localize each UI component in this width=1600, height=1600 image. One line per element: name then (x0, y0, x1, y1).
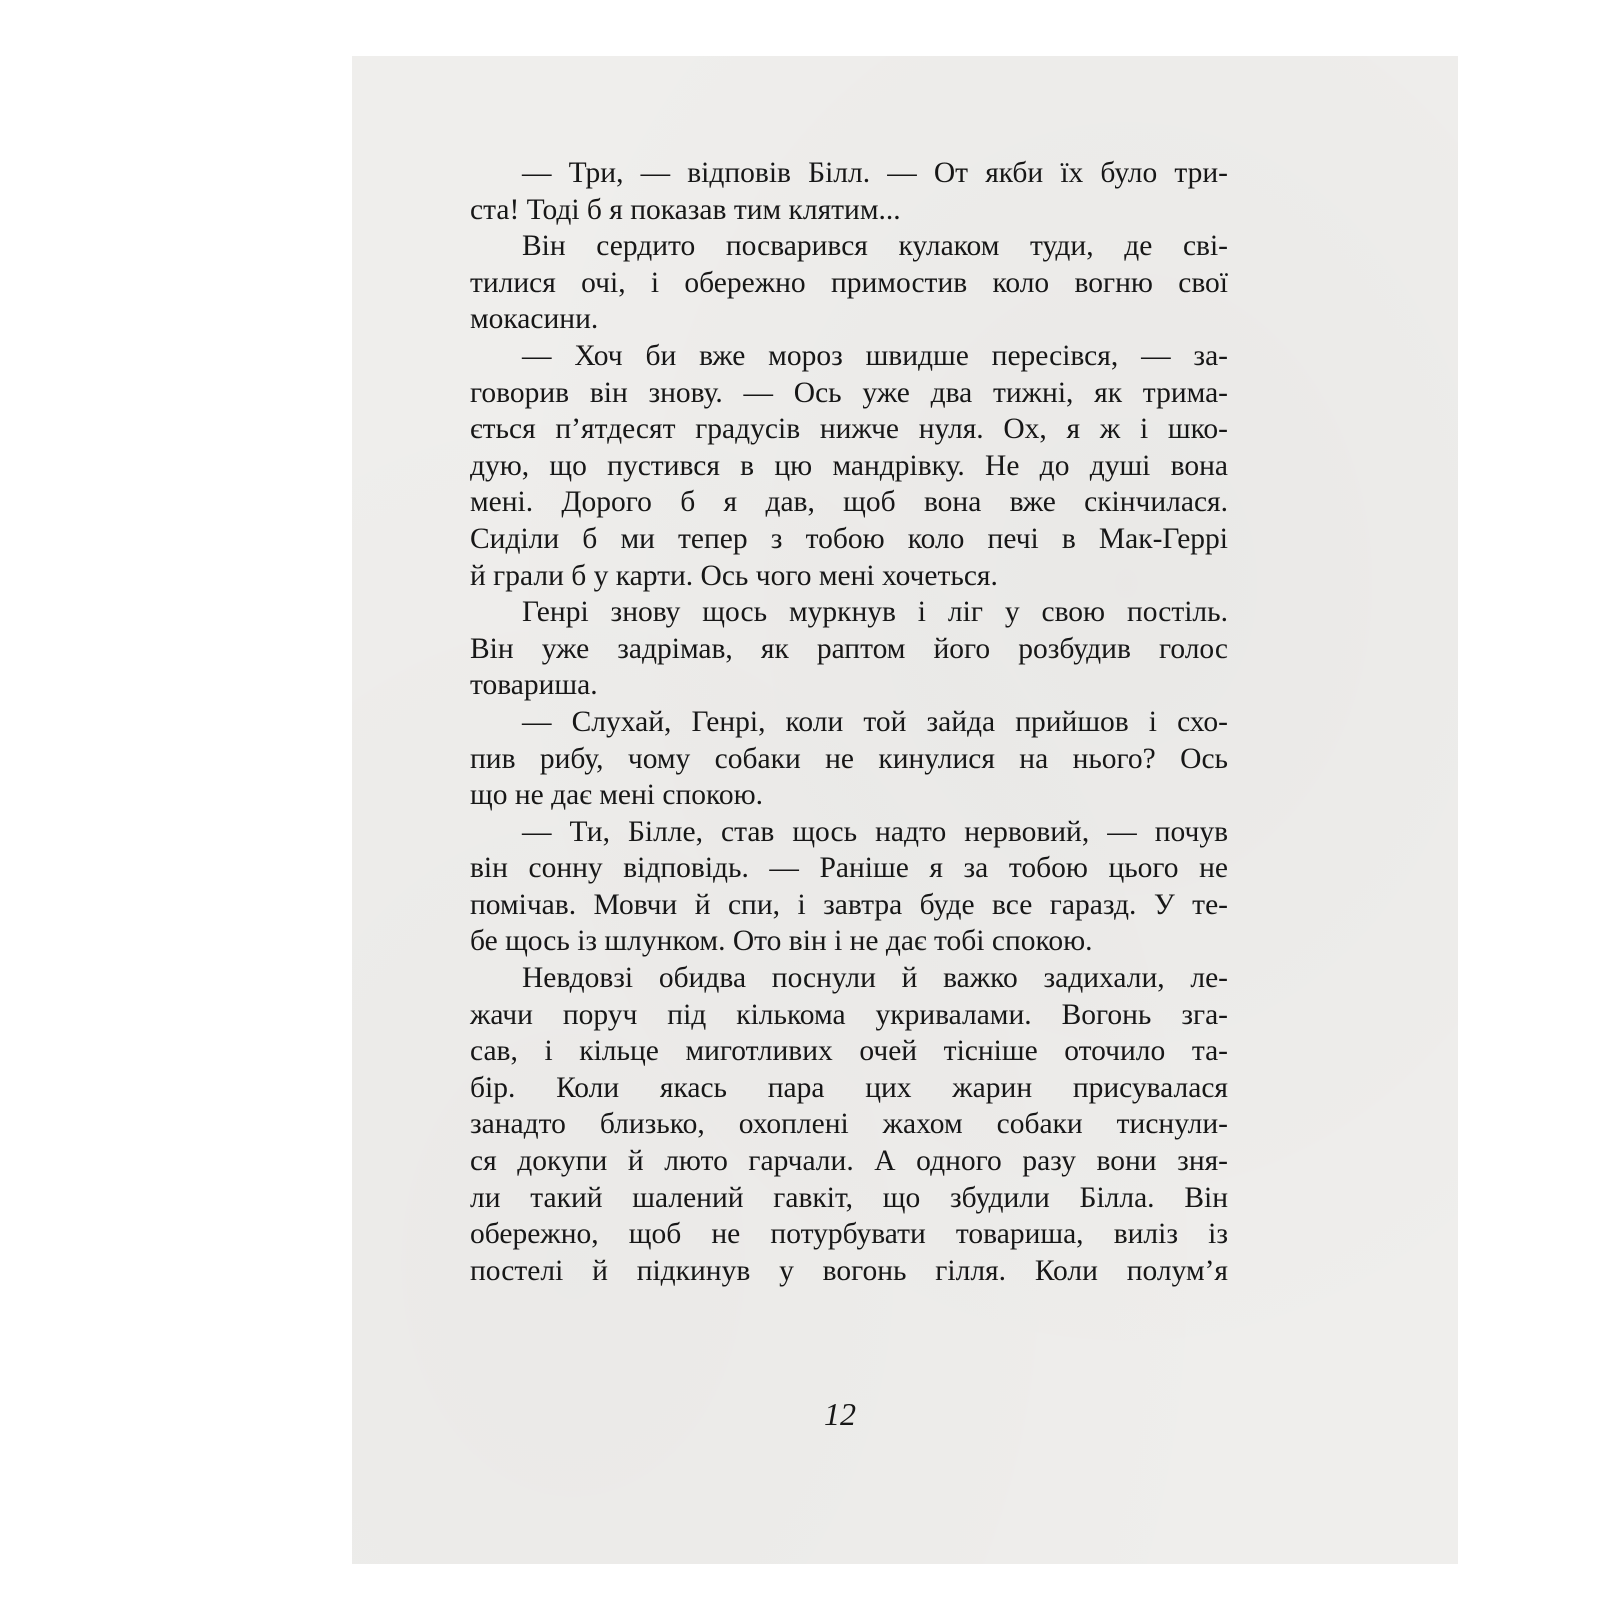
text-line: ся докупи й люто гарчали. А одного разу вони зня- (470, 1145, 1228, 1178)
text-line: обережно, щоб не потурбувати товариша, виліз із (470, 1218, 1228, 1251)
text-line: Він уже задрімав, як раптом його розбудив голос (470, 632, 1228, 665)
text-line: мені. Дорого б я дав, щоб вона вже скінчилася. (470, 486, 1228, 519)
text-line: сав, і кільце миготливих очей тісніше оточило та- (470, 1035, 1228, 1068)
text-line: помічав. Мовчи й спи, і завтра буде все гаразд. У те- (470, 888, 1228, 921)
text-line: пив рибу, чому собаки не кинулися на нього? Ось (470, 742, 1228, 775)
text-line: він сонну відповідь. — Раніше я за тобою цього не (470, 852, 1228, 885)
text-line: ли такий шалений гавкіт, що збудили Білла. Він (470, 1181, 1228, 1214)
text-line: мокасини. (470, 303, 599, 336)
text-line: занадто близько, охоплені жахом собаки тиснули- (470, 1108, 1228, 1141)
text-line: товариша. (470, 669, 598, 702)
text-line: бе щось із шлунком. Ото він і не дає тобі спокою. (470, 925, 1093, 958)
page-number: 12 (824, 1396, 856, 1432)
text-line: Генрі знову щось муркнув і ліг у свою постіль. (522, 596, 1228, 629)
text-line: жачи поруч під кількома укривалами. Вогонь зга- (470, 998, 1228, 1031)
text-line: говорив він знову. — Ось уже два тижні, як трима- (470, 376, 1228, 409)
text-line: дую, що пустився в цю мандрівку. Не до душі вона (470, 449, 1228, 482)
text-line: тилися очі, і обережно примостив коло вогню свої (470, 266, 1228, 299)
text-line: ється п’ятдесят градусів нижче нуля. Ох, я ж і шко- (470, 413, 1228, 446)
text-line: — Хоч би вже мороз швидше пересівся, — за- (522, 339, 1228, 372)
text-line: Сиділи б ми тепер з тобою коло печі в Мак-Геррі (470, 522, 1228, 555)
text-line: й грали б у карти. Ось чого мені хочеться. (470, 559, 998, 592)
text-line: — Слухай, Генрі, коли той зайда прийшов і схо- (522, 705, 1228, 738)
text-line: — Ти, Білле, став щось надто нервовий, — почув (522, 815, 1228, 848)
text-line: Він сердито посварився кулаком туди, де сві- (522, 230, 1228, 263)
text-line: що не дає мені спокою. (470, 779, 763, 812)
page-body-text (470, 155, 1228, 1289)
text-line: постелі й підкинув у вогонь гілля. Коли полум’я (470, 1254, 1228, 1287)
text-line: — Три, — відповів Білл. — От якби їх було три- (522, 157, 1228, 189)
text-line: ста! Тоді б я показав тим клятим... (470, 193, 901, 226)
text-line: Невдовзі обидва поснули й важко задихали, ле- (522, 962, 1228, 995)
text-line: бір. Коли якась пара цих жарин присувалася (470, 1071, 1228, 1104)
